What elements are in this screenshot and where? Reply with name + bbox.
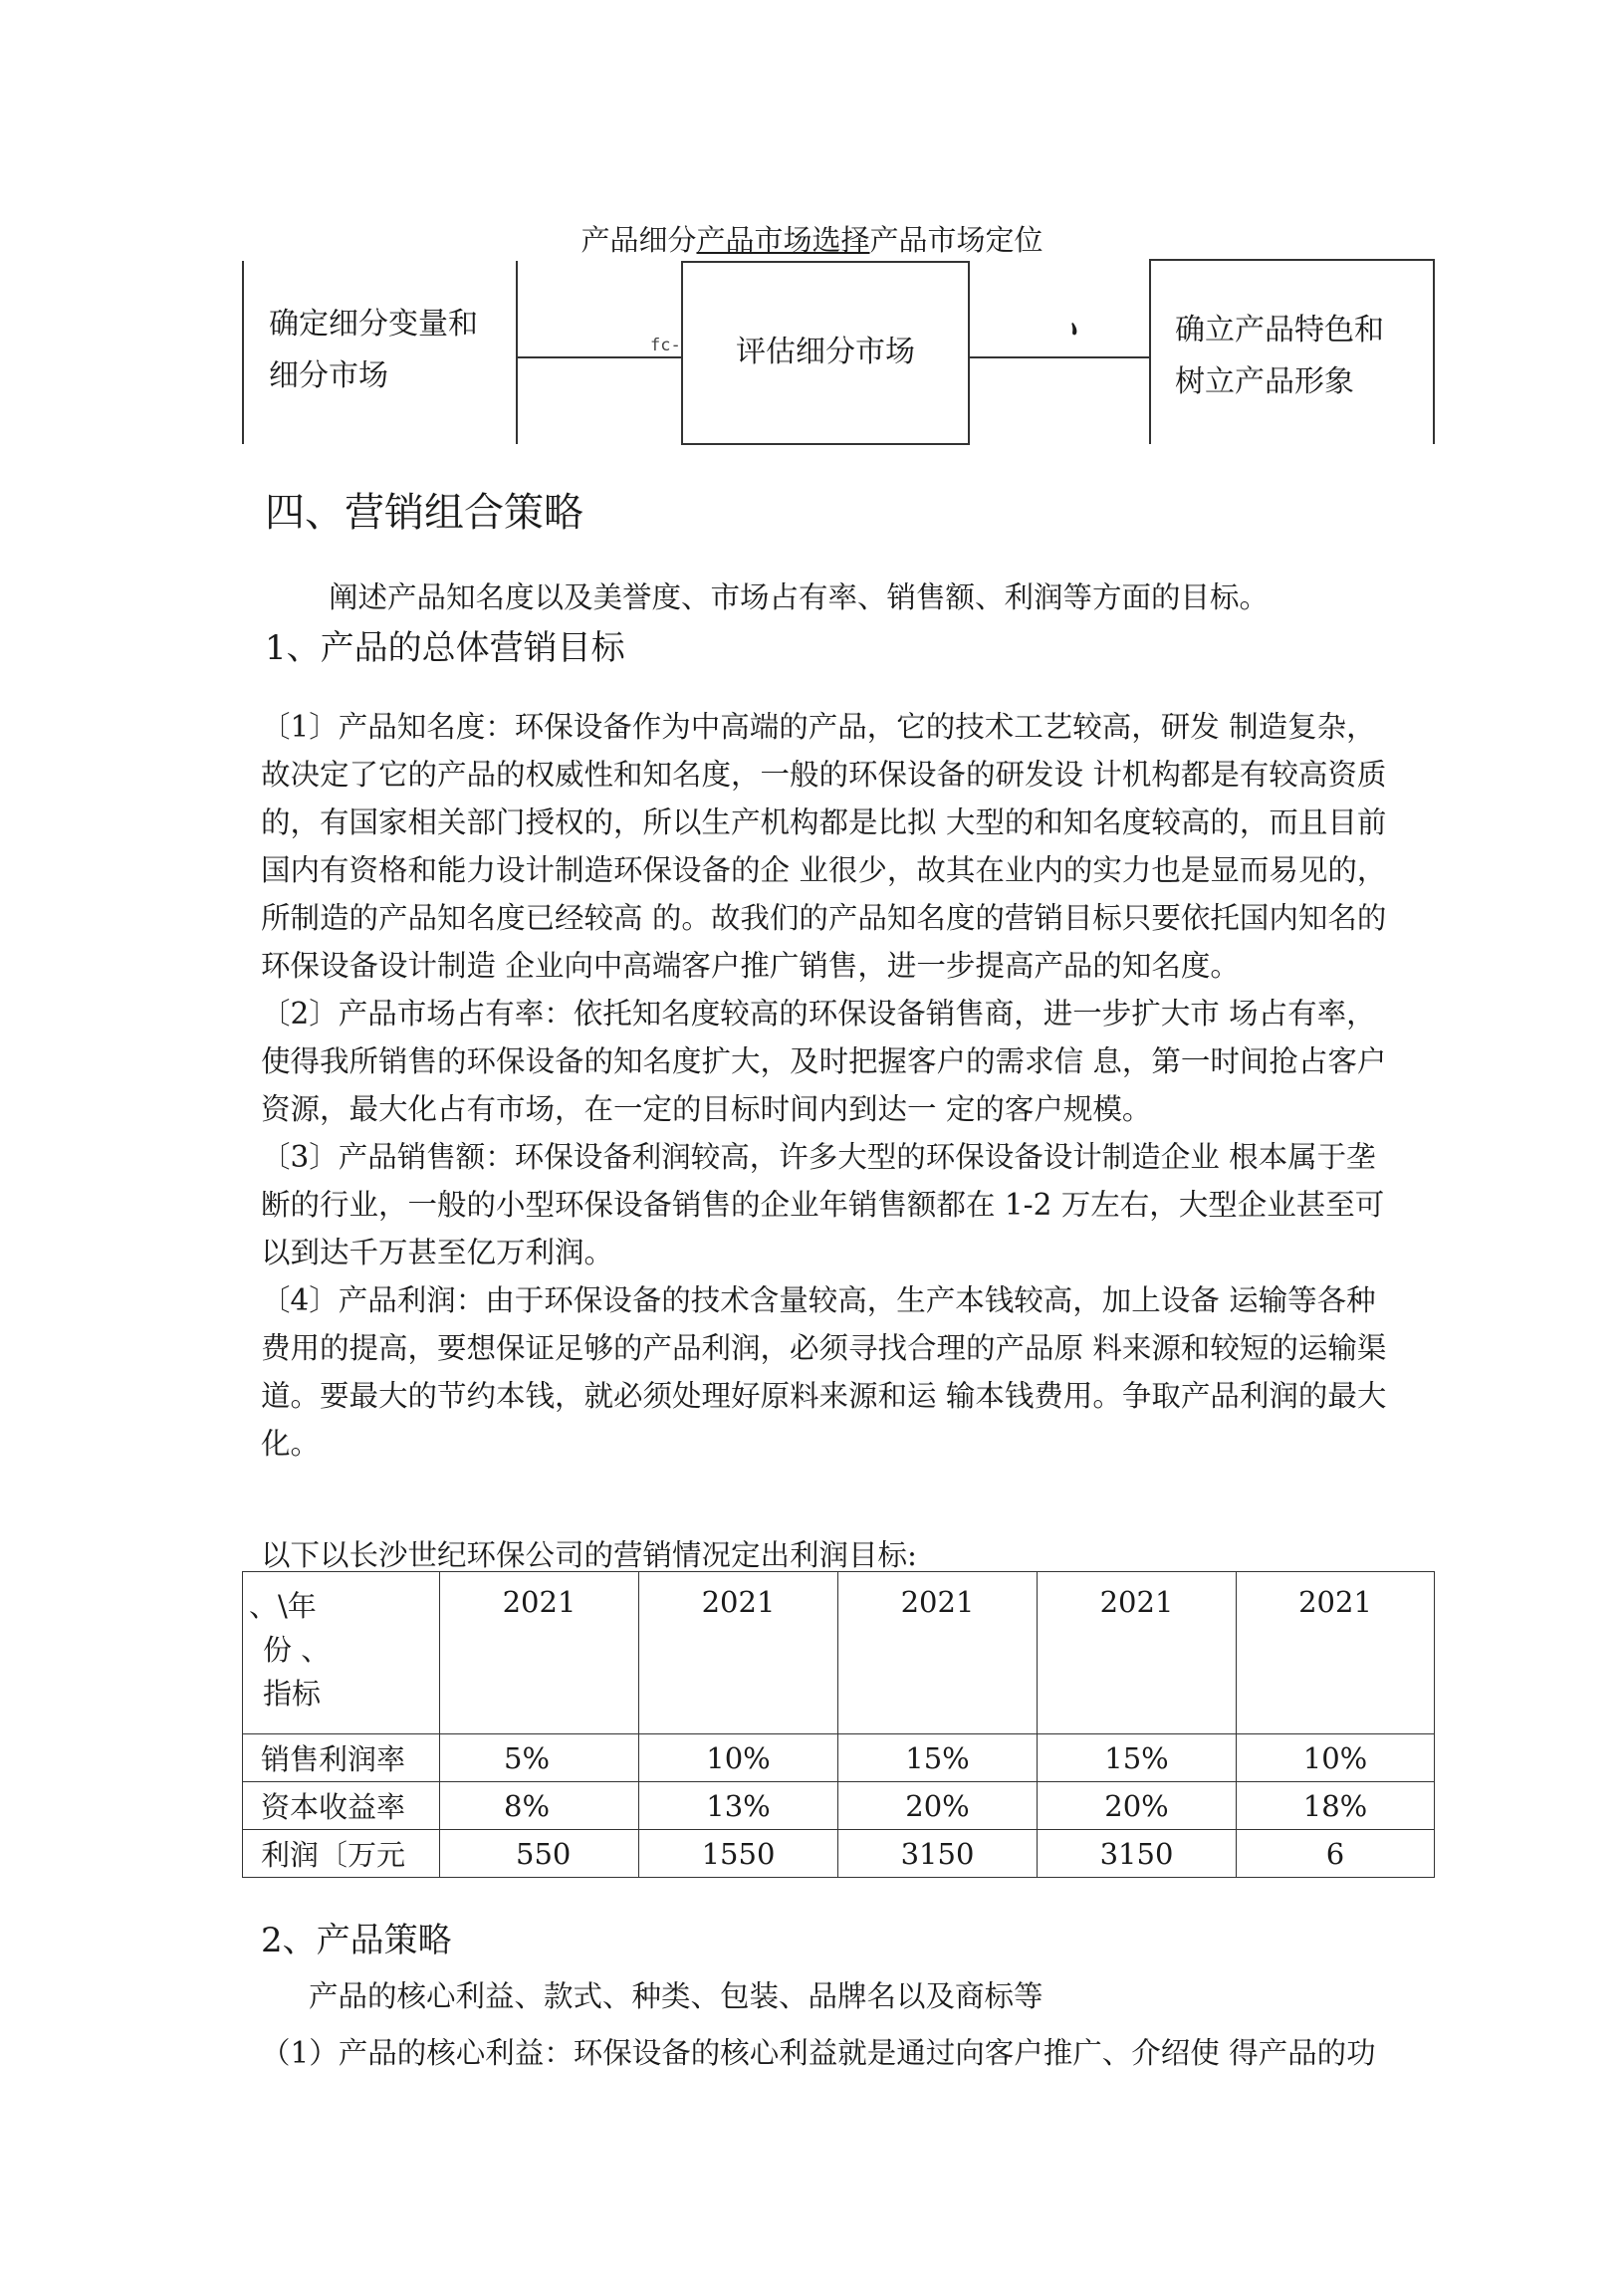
corner-line: 、\年: [249, 1589, 317, 1623]
left-box-text: [269, 299, 478, 402]
table-row: [243, 1782, 1435, 1830]
body-line: 〔2〕产品市场占有率：依托知名度较高的环保设备销售商，进一步扩大市 场占有率，: [261, 997, 1376, 1031]
year-header: 2021: [1038, 1572, 1237, 1734]
center-box-label: 评估细分市场: [736, 335, 915, 369]
right-box-line: 树立产品形象: [1175, 364, 1354, 399]
body-line: 〔4〕产品利润：由于环保设备的技术含量较高，生产本钱较高，加上设备 运输等各种: [261, 1283, 1376, 1317]
body-line: 以到达千万甚至亿万利润。: [261, 1236, 614, 1269]
table-cell: 5%: [440, 1734, 639, 1782]
right-box-edge: [1433, 261, 1435, 444]
table-cell: 6: [1237, 1830, 1435, 1878]
body-line: 的，有国家相关部门授权的，所以生产机构都是比拟 大型的和知名度较高的，而且目前: [261, 805, 1387, 839]
body-line: 化。: [261, 1427, 321, 1461]
profit-target-table: [242, 1571, 1435, 1878]
body-line: 使得我所销售的环保设备的知名度扩大，及时把握客户的需求信 息，第一时间抢占客户: [261, 1044, 1387, 1078]
right-box-text: [1175, 305, 1384, 408]
year-header: 2021: [639, 1572, 838, 1734]
table-intro: 以下以长沙世纪环保公司的营销情况定出利润目标:: [261, 1538, 917, 1572]
table-cell: 10%: [639, 1734, 838, 1782]
connector-label: fc-: [650, 336, 681, 355]
table-cell: 10%: [1237, 1734, 1435, 1782]
caption-segment-underlined: 产品市场选择: [696, 223, 870, 257]
row-label: 利润〔万元: [243, 1830, 440, 1878]
body-line: 所制造的产品知名度已经较高 的。故我们的产品知名度的营销目标只要依托国内知名的: [261, 901, 1387, 935]
table-cell: 13%: [639, 1782, 838, 1830]
objectives-body: [261, 703, 1434, 1468]
table-cell: 8%: [440, 1782, 639, 1830]
section-heading: 四、营销组合策略: [265, 490, 583, 536]
left-box-edge: [516, 261, 518, 444]
body-line: 故决定了它的产品的权威性和知名度，一般的环保设备的研发设 计机构都是有较高资质: [261, 758, 1387, 792]
body-line: 国内有资格和能力设计制造环保设备的企 业很少，故其在业内的实力也是显而易见的，: [261, 853, 1387, 887]
table-cell: 20%: [838, 1782, 1038, 1830]
body-line: 资源，最大化占有市场，在一定的目标时间内到达一 定的客户规模。: [261, 1092, 1152, 1126]
connector-line: [517, 356, 681, 358]
table-cell: 20%: [1038, 1782, 1237, 1830]
year-header: 2021: [440, 1572, 639, 1734]
year-header: 2021: [838, 1572, 1038, 1734]
table-cell: 15%: [1038, 1734, 1237, 1782]
left-box-line: 确定细分变量和: [269, 307, 478, 342]
corner-line: 指标: [263, 1677, 322, 1711]
table-header-row: [243, 1572, 1435, 1734]
row-label: 销售利润率: [243, 1734, 440, 1782]
year-header: 2021: [1237, 1572, 1435, 1734]
right-box-edge: [1149, 261, 1151, 444]
body-line: （1）产品的核心利益：环保设备的核心利益就是通过向客户推广、介绍使 得产品的功: [261, 2036, 1376, 2070]
caption-segment: 产品细分: [580, 223, 697, 257]
row-label: 资本收益率: [243, 1782, 440, 1830]
corner-line: 份 、: [263, 1633, 331, 1667]
left-box-line: 细分市场: [269, 358, 388, 393]
subsection-heading: 1、产品的总体营销目标: [265, 628, 625, 668]
diagram-caption: [0, 220, 1624, 260]
caption-segment: 产品市场定位: [869, 223, 1044, 257]
body-line: 费用的提高，要想保证足够的产品利润，必须寻找合理的产品原 料来源和较短的运输渠: [261, 1331, 1387, 1365]
body-line: 〔3〕产品销售额：环保设备利润较高，许多大型的环保设备设计制造企业 根本属于垄: [261, 1140, 1376, 1174]
table-cell: 3150: [838, 1830, 1038, 1878]
subsection-heading: 2、产品策略: [261, 1921, 452, 1960]
body-line: 环保设备设计制造 企业向中高端客户推广销售，进一步提高产品的知名度。: [261, 949, 1240, 983]
table-corner-cell: [243, 1572, 440, 1734]
body-line: 〔1〕产品知名度：环保设备作为中高端的产品，它的技术工艺较高，研发 制造复杂，: [261, 710, 1376, 744]
body-line: 道。要最大的节约本钱，就必须处理好原料来源和运 输本钱费用。争取产品利润的最大: [261, 1379, 1387, 1413]
table-row: [243, 1830, 1435, 1878]
connector-line: [970, 356, 1149, 358]
table-row: [243, 1734, 1435, 1782]
right-box-line: 确立产品特色和: [1175, 313, 1384, 347]
left-box-edge: [242, 261, 244, 444]
table-cell: 3150: [1038, 1830, 1237, 1878]
arrow-mark: 、: [1062, 302, 1114, 354]
section-intro: 阐述产品知名度以及美誉度、市场占有率、销售额、利润等方面的目标。: [329, 580, 1270, 614]
body-line: 断的行业，一般的小型环保设备销售的企业年销售额都在 1-2 万左右，大型企业甚至可: [261, 1188, 1385, 1222]
subsection-intro: 产品的核心利益、款式、种类、包装、品牌名以及商标等: [309, 1979, 1044, 2013]
table-cell: 15%: [838, 1734, 1038, 1782]
right-box-top: [1149, 259, 1435, 261]
table-cell: 550: [440, 1830, 639, 1878]
table-cell: 18%: [1237, 1782, 1435, 1830]
table-cell: 1550: [639, 1830, 838, 1878]
